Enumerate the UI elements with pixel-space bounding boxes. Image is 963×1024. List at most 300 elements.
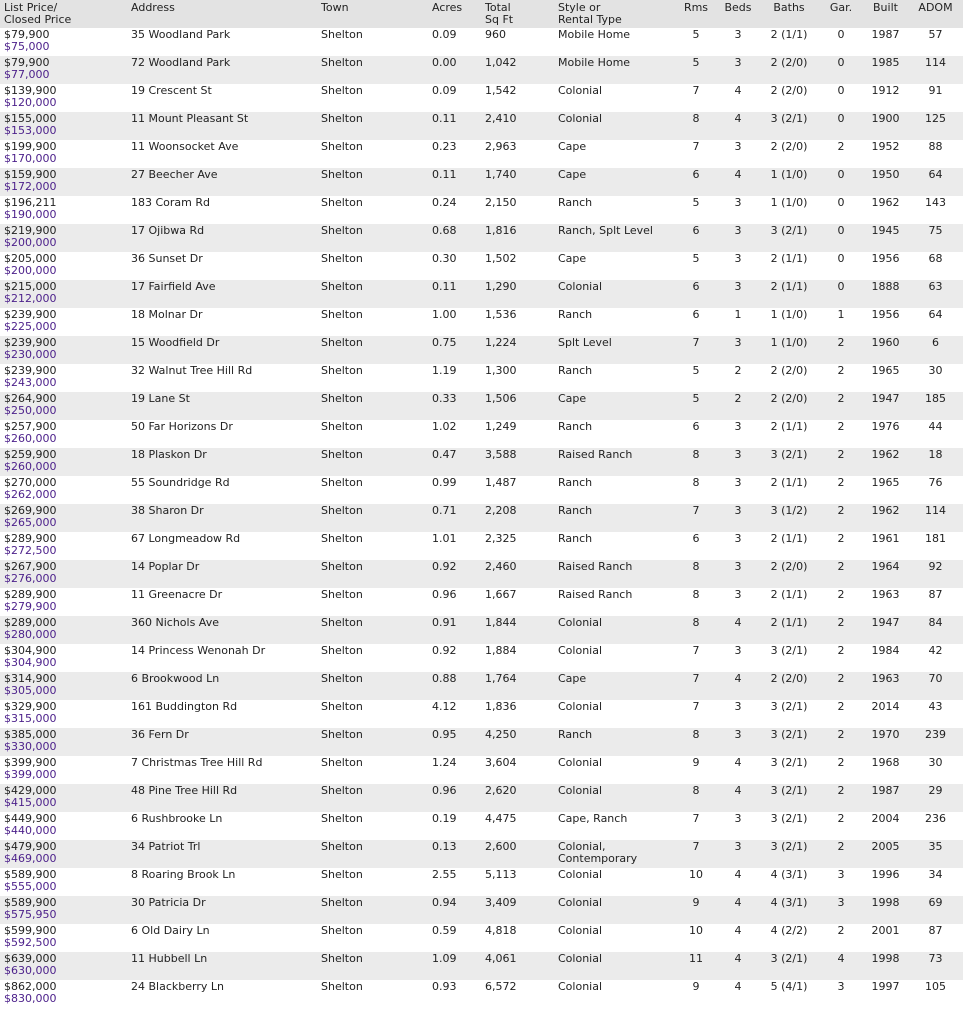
cell-baths: 4 (3/1) bbox=[759, 896, 819, 924]
cell-style: Colonial bbox=[554, 644, 675, 672]
cell-acres: 0.92 bbox=[428, 644, 481, 672]
closed-price: $260,000 bbox=[4, 432, 57, 445]
cell-gar: 3 bbox=[819, 868, 863, 896]
cell-beds: 3 bbox=[717, 532, 759, 560]
cell-town: Shelton bbox=[317, 840, 428, 868]
list-price: $257,900 bbox=[4, 420, 57, 433]
cell-address: 55 Soundridge Rd bbox=[127, 476, 317, 504]
cell-gar: 2 bbox=[819, 448, 863, 476]
cell-baths: 2 (1/1) bbox=[759, 588, 819, 616]
cell-price bbox=[0, 868, 127, 896]
cell-style: Cape bbox=[554, 252, 675, 280]
cell-gar: 2 bbox=[819, 560, 863, 588]
cell-town: Shelton bbox=[317, 112, 428, 140]
cell-sqft: 1,844 bbox=[481, 616, 554, 644]
cell-built: 1888 bbox=[863, 280, 908, 308]
cell-style: Colonial bbox=[554, 112, 675, 140]
cell-price bbox=[0, 504, 127, 532]
cell-style: Colonial bbox=[554, 756, 675, 784]
list-price: $862,000 bbox=[4, 980, 57, 993]
cell-price bbox=[0, 616, 127, 644]
cell-price bbox=[0, 308, 127, 336]
cell-address: 8 Roaring Brook Ln bbox=[127, 868, 317, 896]
list-price: $264,900 bbox=[4, 392, 57, 405]
cell-gar: 2 bbox=[819, 756, 863, 784]
cell-acres: 0.95 bbox=[428, 728, 481, 756]
cell-address: 67 Longmeadow Rd bbox=[127, 532, 317, 560]
cell-acres: 0.47 bbox=[428, 448, 481, 476]
cell-rms: 11 bbox=[675, 952, 717, 980]
closed-price: $75,000 bbox=[4, 40, 50, 53]
closed-price: $272,500 bbox=[4, 544, 57, 557]
cell-town: Shelton bbox=[317, 644, 428, 672]
closed-price: $265,000 bbox=[4, 516, 57, 529]
cell-beds: 3 bbox=[717, 588, 759, 616]
cell-beds: 4 bbox=[717, 168, 759, 196]
cell-address: 38 Sharon Dr bbox=[127, 504, 317, 532]
cell-beds: 4 bbox=[717, 868, 759, 896]
cell-adom: 6 bbox=[908, 336, 963, 364]
cell-rms: 10 bbox=[675, 924, 717, 952]
list-price: $155,000 bbox=[4, 112, 57, 125]
cell-beds: 2 bbox=[717, 364, 759, 392]
cell-price bbox=[0, 336, 127, 364]
cell-price bbox=[0, 924, 127, 952]
cell-style: Ranch, Splt Level bbox=[554, 224, 675, 252]
cell-price bbox=[0, 112, 127, 140]
cell-gar: 2 bbox=[819, 784, 863, 812]
cell-built: 1998 bbox=[863, 952, 908, 980]
cell-acres: 1.02 bbox=[428, 420, 481, 448]
cell-adom: 30 bbox=[908, 364, 963, 392]
cell-acres: 0.96 bbox=[428, 784, 481, 812]
table-row bbox=[0, 448, 963, 476]
cell-rms: 8 bbox=[675, 728, 717, 756]
header-sqft: Total Sq Ft bbox=[481, 0, 554, 28]
cell-acres: 0.93 bbox=[428, 980, 481, 1008]
cell-address: 11 Mount Pleasant St bbox=[127, 112, 317, 140]
cell-beds: 3 bbox=[717, 196, 759, 224]
cell-style: Colonial bbox=[554, 924, 675, 952]
cell-price bbox=[0, 952, 127, 980]
cell-baths: 1 (1/0) bbox=[759, 336, 819, 364]
cell-built: 1950 bbox=[863, 168, 908, 196]
cell-built: 1912 bbox=[863, 84, 908, 112]
cell-baths: 2 (1/1) bbox=[759, 616, 819, 644]
cell-price bbox=[0, 28, 127, 56]
cell-baths: 3 (2/1) bbox=[759, 448, 819, 476]
cell-baths: 3 (2/1) bbox=[759, 812, 819, 840]
cell-adom: 239 bbox=[908, 728, 963, 756]
cell-adom: 87 bbox=[908, 588, 963, 616]
cell-price bbox=[0, 980, 127, 1008]
cell-sqft: 5,113 bbox=[481, 868, 554, 896]
cell-price bbox=[0, 532, 127, 560]
cell-beds: 3 bbox=[717, 448, 759, 476]
cell-rms: 5 bbox=[675, 392, 717, 420]
cell-beds: 3 bbox=[717, 56, 759, 84]
cell-rms: 9 bbox=[675, 756, 717, 784]
cell-beds: 3 bbox=[717, 252, 759, 280]
cell-sqft: 3,604 bbox=[481, 756, 554, 784]
cell-gar: 2 bbox=[819, 840, 863, 868]
cell-town: Shelton bbox=[317, 924, 428, 952]
cell-acres: 0.11 bbox=[428, 280, 481, 308]
cell-price bbox=[0, 812, 127, 840]
cell-town: Shelton bbox=[317, 980, 428, 1008]
list-price: $267,900 bbox=[4, 560, 57, 573]
cell-baths: 2 (2/0) bbox=[759, 392, 819, 420]
cell-address: 19 Lane St bbox=[127, 392, 317, 420]
closed-price: $200,000 bbox=[4, 264, 57, 277]
closed-price: $260,000 bbox=[4, 460, 57, 473]
cell-price bbox=[0, 756, 127, 784]
cell-town: Shelton bbox=[317, 224, 428, 252]
cell-address: 6 Brookwood Ln bbox=[127, 672, 317, 700]
cell-gar: 2 bbox=[819, 588, 863, 616]
closed-price: $276,000 bbox=[4, 572, 57, 585]
table-row bbox=[0, 896, 963, 924]
cell-gar: 2 bbox=[819, 728, 863, 756]
cell-beds: 4 bbox=[717, 756, 759, 784]
cell-sqft: 1,764 bbox=[481, 672, 554, 700]
closed-price: $399,000 bbox=[4, 768, 57, 781]
cell-sqft: 4,475 bbox=[481, 812, 554, 840]
cell-gar: 2 bbox=[819, 644, 863, 672]
cell-town: Shelton bbox=[317, 364, 428, 392]
header-address: Address bbox=[127, 0, 317, 28]
cell-adom: 92 bbox=[908, 560, 963, 588]
cell-built: 1968 bbox=[863, 756, 908, 784]
cell-town: Shelton bbox=[317, 588, 428, 616]
cell-acres: 0.68 bbox=[428, 224, 481, 252]
table-row bbox=[0, 952, 963, 980]
closed-price: $415,000 bbox=[4, 796, 57, 809]
cell-baths: 2 (1/1) bbox=[759, 420, 819, 448]
cell-price bbox=[0, 56, 127, 84]
cell-town: Shelton bbox=[317, 672, 428, 700]
table-row bbox=[0, 336, 963, 364]
cell-rms: 8 bbox=[675, 616, 717, 644]
cell-baths: 4 (3/1) bbox=[759, 868, 819, 896]
cell-town: Shelton bbox=[317, 196, 428, 224]
cell-baths: 3 (2/1) bbox=[759, 756, 819, 784]
table-row bbox=[0, 868, 963, 896]
cell-address: 7 Christmas Tree Hill Rd bbox=[127, 756, 317, 784]
cell-rms: 8 bbox=[675, 476, 717, 504]
cell-built: 1947 bbox=[863, 616, 908, 644]
cell-sqft: 1,740 bbox=[481, 168, 554, 196]
list-price: $219,900 bbox=[4, 224, 57, 237]
cell-sqft: 1,884 bbox=[481, 644, 554, 672]
header-gar: Gar. bbox=[819, 0, 863, 28]
cell-town: Shelton bbox=[317, 280, 428, 308]
cell-style: Colonial bbox=[554, 980, 675, 1008]
cell-built: 1964 bbox=[863, 560, 908, 588]
closed-price: $262,000 bbox=[4, 488, 57, 501]
cell-beds: 3 bbox=[717, 504, 759, 532]
cell-adom: 88 bbox=[908, 140, 963, 168]
cell-baths: 2 (2/0) bbox=[759, 364, 819, 392]
cell-style: Colonial bbox=[554, 84, 675, 112]
table-row bbox=[0, 728, 963, 756]
list-price: $199,900 bbox=[4, 140, 57, 153]
cell-adom: 63 bbox=[908, 280, 963, 308]
table-row bbox=[0, 560, 963, 588]
cell-style: Ranch bbox=[554, 532, 675, 560]
table-row bbox=[0, 756, 963, 784]
cell-town: Shelton bbox=[317, 252, 428, 280]
cell-adom: 181 bbox=[908, 532, 963, 560]
cell-sqft: 2,410 bbox=[481, 112, 554, 140]
cell-acres: 0.33 bbox=[428, 392, 481, 420]
cell-sqft: 2,150 bbox=[481, 196, 554, 224]
table-row bbox=[0, 980, 963, 1008]
cell-sqft: 1,042 bbox=[481, 56, 554, 84]
cell-price bbox=[0, 252, 127, 280]
list-price: $289,900 bbox=[4, 532, 57, 545]
cell-price bbox=[0, 560, 127, 588]
closed-price: $305,000 bbox=[4, 684, 57, 697]
cell-baths: 2 (2/0) bbox=[759, 56, 819, 84]
cell-sqft: 2,963 bbox=[481, 140, 554, 168]
cell-gar: 3 bbox=[819, 980, 863, 1008]
cell-beds: 1 bbox=[717, 308, 759, 336]
cell-sqft: 4,818 bbox=[481, 924, 554, 952]
cell-sqft: 2,600 bbox=[481, 840, 554, 868]
cell-gar: 2 bbox=[819, 504, 863, 532]
cell-price bbox=[0, 140, 127, 168]
closed-price: $243,000 bbox=[4, 376, 57, 389]
closed-price: $469,000 bbox=[4, 852, 57, 865]
closed-price: $230,000 bbox=[4, 348, 57, 361]
cell-built: 1961 bbox=[863, 532, 908, 560]
cell-rms: 7 bbox=[675, 140, 717, 168]
cell-adom: 73 bbox=[908, 952, 963, 980]
list-price: $304,900 bbox=[4, 644, 57, 657]
cell-rms: 10 bbox=[675, 868, 717, 896]
cell-beds: 4 bbox=[717, 924, 759, 952]
cell-built: 1962 bbox=[863, 504, 908, 532]
cell-baths: 4 (2/2) bbox=[759, 924, 819, 952]
cell-built: 1998 bbox=[863, 896, 908, 924]
table-row bbox=[0, 476, 963, 504]
cell-town: Shelton bbox=[317, 308, 428, 336]
cell-rms: 7 bbox=[675, 336, 717, 364]
cell-acres: 0.09 bbox=[428, 84, 481, 112]
cell-address: 11 Hubbell Ln bbox=[127, 952, 317, 980]
cell-adom: 34 bbox=[908, 868, 963, 896]
cell-beds: 4 bbox=[717, 672, 759, 700]
cell-acres: 0.94 bbox=[428, 896, 481, 924]
header-baths: Baths bbox=[759, 0, 819, 28]
cell-acres: 0.71 bbox=[428, 504, 481, 532]
cell-rms: 6 bbox=[675, 224, 717, 252]
cell-beds: 3 bbox=[717, 644, 759, 672]
header-row bbox=[0, 0, 963, 28]
cell-acres: 0.00 bbox=[428, 56, 481, 84]
list-price: $399,900 bbox=[4, 756, 57, 769]
cell-baths: 3 (2/1) bbox=[759, 784, 819, 812]
cell-built: 2004 bbox=[863, 812, 908, 840]
cell-built: 1976 bbox=[863, 420, 908, 448]
cell-baths: 1 (1/0) bbox=[759, 308, 819, 336]
cell-sqft: 960 bbox=[481, 28, 554, 56]
closed-price: $830,000 bbox=[4, 992, 57, 1005]
cell-style: Ranch bbox=[554, 420, 675, 448]
cell-sqft: 1,836 bbox=[481, 700, 554, 728]
table-row bbox=[0, 140, 963, 168]
cell-sqft: 3,588 bbox=[481, 448, 554, 476]
closed-price: $200,000 bbox=[4, 236, 57, 249]
list-price: $79,900 bbox=[4, 56, 50, 69]
cell-style: Colonial bbox=[554, 952, 675, 980]
cell-address: 24 Blackberry Ln bbox=[127, 980, 317, 1008]
cell-acres: 1.19 bbox=[428, 364, 481, 392]
list-price: $79,900 bbox=[4, 28, 50, 41]
cell-acres: 0.24 bbox=[428, 196, 481, 224]
table-row bbox=[0, 308, 963, 336]
cell-sqft: 3,409 bbox=[481, 896, 554, 924]
cell-address: 36 Sunset Dr bbox=[127, 252, 317, 280]
cell-gar: 0 bbox=[819, 196, 863, 224]
cell-adom: 91 bbox=[908, 84, 963, 112]
cell-price bbox=[0, 700, 127, 728]
cell-beds: 3 bbox=[717, 280, 759, 308]
cell-baths: 1 (1/0) bbox=[759, 168, 819, 196]
cell-gar: 2 bbox=[819, 616, 863, 644]
cell-town: Shelton bbox=[317, 336, 428, 364]
cell-acres: 0.96 bbox=[428, 588, 481, 616]
closed-price: $212,000 bbox=[4, 292, 57, 305]
table-row bbox=[0, 252, 963, 280]
cell-built: 1960 bbox=[863, 336, 908, 364]
cell-adom: 185 bbox=[908, 392, 963, 420]
header-acres: Acres bbox=[428, 0, 481, 28]
cell-beds: 3 bbox=[717, 840, 759, 868]
cell-rms: 5 bbox=[675, 28, 717, 56]
cell-address: 11 Greenacre Dr bbox=[127, 588, 317, 616]
table-row bbox=[0, 700, 963, 728]
cell-style: Raised Ranch bbox=[554, 448, 675, 476]
cell-style: Mobile Home bbox=[554, 28, 675, 56]
cell-gar: 0 bbox=[819, 56, 863, 84]
cell-gar: 2 bbox=[819, 140, 863, 168]
cell-rms: 5 bbox=[675, 364, 717, 392]
cell-built: 1996 bbox=[863, 868, 908, 896]
cell-address: 18 Molnar Dr bbox=[127, 308, 317, 336]
cell-price bbox=[0, 672, 127, 700]
cell-adom: 84 bbox=[908, 616, 963, 644]
cell-baths: 2 (1/1) bbox=[759, 252, 819, 280]
cell-price bbox=[0, 896, 127, 924]
cell-rms: 9 bbox=[675, 896, 717, 924]
cell-rms: 5 bbox=[675, 196, 717, 224]
cell-style: Colonial, Contemporary bbox=[554, 840, 675, 868]
cell-price bbox=[0, 392, 127, 420]
cell-rms: 7 bbox=[675, 504, 717, 532]
list-price: $215,000 bbox=[4, 280, 57, 293]
cell-beds: 3 bbox=[717, 28, 759, 56]
cell-acres: 4.12 bbox=[428, 700, 481, 728]
cell-address: 11 Woonsocket Ave bbox=[127, 140, 317, 168]
cell-style: Colonial bbox=[554, 784, 675, 812]
cell-acres: 0.59 bbox=[428, 924, 481, 952]
cell-address: 360 Nichols Ave bbox=[127, 616, 317, 644]
cell-sqft: 1,506 bbox=[481, 392, 554, 420]
closed-price: $279,900 bbox=[4, 600, 57, 613]
cell-adom: 43 bbox=[908, 700, 963, 728]
cell-town: Shelton bbox=[317, 868, 428, 896]
header-adom: ADOM bbox=[908, 0, 963, 28]
cell-address: 27 Beecher Ave bbox=[127, 168, 317, 196]
cell-gar: 1 bbox=[819, 308, 863, 336]
cell-style: Colonial bbox=[554, 868, 675, 896]
cell-built: 1956 bbox=[863, 252, 908, 280]
cell-rms: 7 bbox=[675, 840, 717, 868]
cell-style: Mobile Home bbox=[554, 56, 675, 84]
cell-town: Shelton bbox=[317, 392, 428, 420]
cell-rms: 8 bbox=[675, 784, 717, 812]
cell-sqft: 1,224 bbox=[481, 336, 554, 364]
cell-address: 48 Pine Tree Hill Rd bbox=[127, 784, 317, 812]
list-price: $639,000 bbox=[4, 952, 57, 965]
cell-baths: 3 (2/1) bbox=[759, 644, 819, 672]
closed-price: $77,000 bbox=[4, 68, 50, 81]
table-row bbox=[0, 672, 963, 700]
cell-baths: 3 (2/1) bbox=[759, 700, 819, 728]
cell-sqft: 1,542 bbox=[481, 84, 554, 112]
closed-price: $250,000 bbox=[4, 404, 57, 417]
cell-sqft: 1,487 bbox=[481, 476, 554, 504]
cell-price bbox=[0, 840, 127, 868]
cell-style: Cape bbox=[554, 168, 675, 196]
cell-town: Shelton bbox=[317, 448, 428, 476]
cell-beds: 4 bbox=[717, 784, 759, 812]
cell-acres: 0.23 bbox=[428, 140, 481, 168]
cell-beds: 4 bbox=[717, 952, 759, 980]
closed-price: $575,950 bbox=[4, 908, 57, 921]
cell-rms: 7 bbox=[675, 812, 717, 840]
table-row bbox=[0, 812, 963, 840]
cell-gar: 0 bbox=[819, 168, 863, 196]
cell-beds: 3 bbox=[717, 224, 759, 252]
list-price: $429,000 bbox=[4, 784, 57, 797]
cell-rms: 6 bbox=[675, 532, 717, 560]
table-row bbox=[0, 840, 963, 868]
cell-style: Raised Ranch bbox=[554, 588, 675, 616]
cell-gar: 2 bbox=[819, 700, 863, 728]
cell-acres: 0.99 bbox=[428, 476, 481, 504]
cell-town: Shelton bbox=[317, 168, 428, 196]
list-price: $139,900 bbox=[4, 84, 57, 97]
cell-gar: 2 bbox=[819, 476, 863, 504]
cell-style: Colonial bbox=[554, 280, 675, 308]
closed-price: $153,000 bbox=[4, 124, 57, 137]
cell-gar: 3 bbox=[819, 896, 863, 924]
table-row bbox=[0, 504, 963, 532]
cell-sqft: 1,816 bbox=[481, 224, 554, 252]
cell-adom: 76 bbox=[908, 476, 963, 504]
cell-rms: 7 bbox=[675, 672, 717, 700]
list-price: $289,900 bbox=[4, 588, 57, 601]
cell-address: 32 Walnut Tree Hill Rd bbox=[127, 364, 317, 392]
cell-price bbox=[0, 728, 127, 756]
cell-address: 30 Patricia Dr bbox=[127, 896, 317, 924]
cell-acres: 1.00 bbox=[428, 308, 481, 336]
cell-adom: 114 bbox=[908, 504, 963, 532]
cell-style: Ranch bbox=[554, 196, 675, 224]
